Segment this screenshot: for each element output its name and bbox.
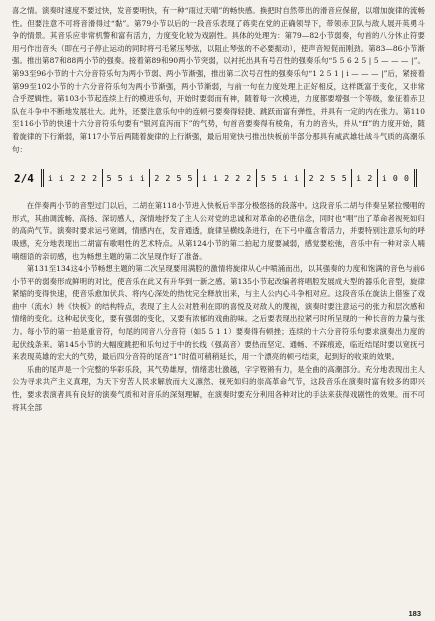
barline — [149, 169, 150, 187]
time-signature: 2/4 — [14, 171, 34, 185]
notation-measure: 5 5 i i — [260, 173, 300, 184]
notation-measure: 2 2 5 5 — [154, 173, 194, 184]
barline — [414, 169, 417, 187]
body-paragraph: 在伴奏两小节的音型过门以后，二胡在第118小节进入快板后半部分极悠扬的段落中。这段音乐二胡与伴奏呈紧拉慢唱的形式，其曲调流畅、高扬、深切感人，深情地抒发了主人公对党的忠诚和对革命的必胜信念，同时也“唱”出了革命者视死如归的高尚气节。演奏时要求运弓宽阔，情感内在，发音通透，旋律呈横线条进行，在下弓中蕴含着活力，并要特别注意乐句的呼吸感，充分地表现出二胡富有歌唱性的艺术特点。从第124小节的第二拍起力度要减弱，感觉要松弛，音乐中有一种对亲人喃喃细语的亲切感，也为畅想主题的第二次呈现作好了准备。 — [12, 201, 425, 261]
barline — [377, 169, 378, 187]
notation-measure: i 0 0 — [381, 173, 410, 184]
body-paragraph: 第131至134这4小节畅想主题的第二次呈现要用满腔的激情将旋律从心中喷涌而出，以其强奏的力度和饱满的音色与前6小节平的弱奏形成鲜明的对比，使音乐在此又有升华到一新之感。第135小节起改编者将唱腔发展成大型的器乐化音型，旋律紧缩的变得快速，使音乐愈加伏兵、将内心深处的热忱完全释放出来，与主人公内心斗争相对应。这段音乐在旋法上借鉴了戏曲中（流水）转《快板》的结构特点，表现了主人公对胜利在即的喜悦及对敌人的蔑视，演奏时要注意运弓的张力和层次感和情绪的变化。这种起伏变化，要有强弱的变化，又要有浓郁的戏曲韵味。之后要表现出拉紧弓时所呈现的一种长音的力量与张力。每小节的第一拍是重音符，句尾的同音八分音符（如5 5 1 1）要奏得有顿挫；连续的十六分音符乐句要求演奏出力度的起伏线条来。第145小节的大幅度跳把和乐句过于中的长线（强高音）要热而坚定、通畅、不踩痕迹，临近结尾时要以宽抚弓来表现英雄的宏大的气势，最后四分音符的尾音“1”时值可稍稍延长，用一个漂亮的顿弓结束，起到好的收束的效果。 — [12, 264, 425, 362]
barline — [351, 169, 352, 187]
body-paragraph: 喜之情。演奏时速度不要过快，发音要明快，有一种“雨过天晴”的畅快感。换把时自然带出的滑音应保留，以增加旋律的流畅性。但要注意不可将音滑得过“黏”。第79小节以后的一段音乐表现了蒋奕在党的正确领导下，带领赤卫队与敌人展开英勇斗争的情景。其音乐应非常机警和富有活力，力度变化较为戏剧性。具体的处理为：第79—82小节弱奏，句首的八分休止符要用弓作出音头（即在弓子停止运动的同时将弓毛紧压琴弦，以阻止琴弦的不必要振动），使声音短促而刚劲。第83—86小节渐强。推出第87和88两小节的强奏。接着第89和90两小节突弱，以衬托出具有号召性的强奏乐句“5 5 6 2 5 | 5 — — — |”。第93至96小节的十六分音符乐句为两小节弱、两小节渐强，推出第二次号召性的强奏乐句“1 2 5 1 | i — — — |”后，紧接着第99至102小节的十六分音符乐句为两小节渐强，两小节渐弱，与前一句在力度处理上正好相反，这样既富于变化，又非常合乎逻辑性。第103小节起连续上行的模进乐句，开始时要弱而有神，随着每一次模进，力度都要增强一个等级，象征着赤卫队在斗争中不断地发展壮大。此外，还要注意乐句中的连顿弓要奏得轻捷、跳跃而富有弹性，并具有一定的内在张力。第110至116小节的快速十六分音符乐句要有“银河直泻而下”的气势，句首音要奏得有棱角，有力的音头，并从“ff”的力度开始，随着旋律的下行渐弱，第117小节后两随着旋律的上行渐强，最后用宽快弓推出快板前半部分那具有威武雄壮战斗气质的高潮乐句： — [12, 6, 425, 154]
notation-measure: i 2 — [356, 173, 373, 184]
barline — [197, 169, 198, 187]
barline — [102, 169, 103, 187]
notation-measure: 5 5 i i — [106, 173, 146, 184]
body-paragraph: 乐曲的尾声是一个完整的华彩乐段，其气势雄厚，情绪悲壮激越，字字铿锵有力，是全曲的高潮部分。充分地表现出主人公为寻求共产主义真理，为天下穷苦人民求解放而大义凛然、视死如归的崇高革命气节，这段音乐在演奏时富有较多的即兴性，要求表演者具有良好的演奏气质和对音乐的深刻理解，在演奏时要充分利用各种对比的手法来获得戏剧性的效果。而不可将其全部 — [12, 364, 425, 412]
notation-measure: 2 2 5 5 — [308, 173, 348, 184]
page-number: 183 — [408, 609, 421, 618]
notation-measure: i i 2 2 2 — [202, 173, 252, 184]
barline — [41, 169, 44, 187]
barline — [304, 169, 305, 187]
barline — [256, 169, 257, 187]
music-notation — [14, 165, 425, 191]
notation-measure: i i 2 2 2 — [47, 173, 98, 184]
